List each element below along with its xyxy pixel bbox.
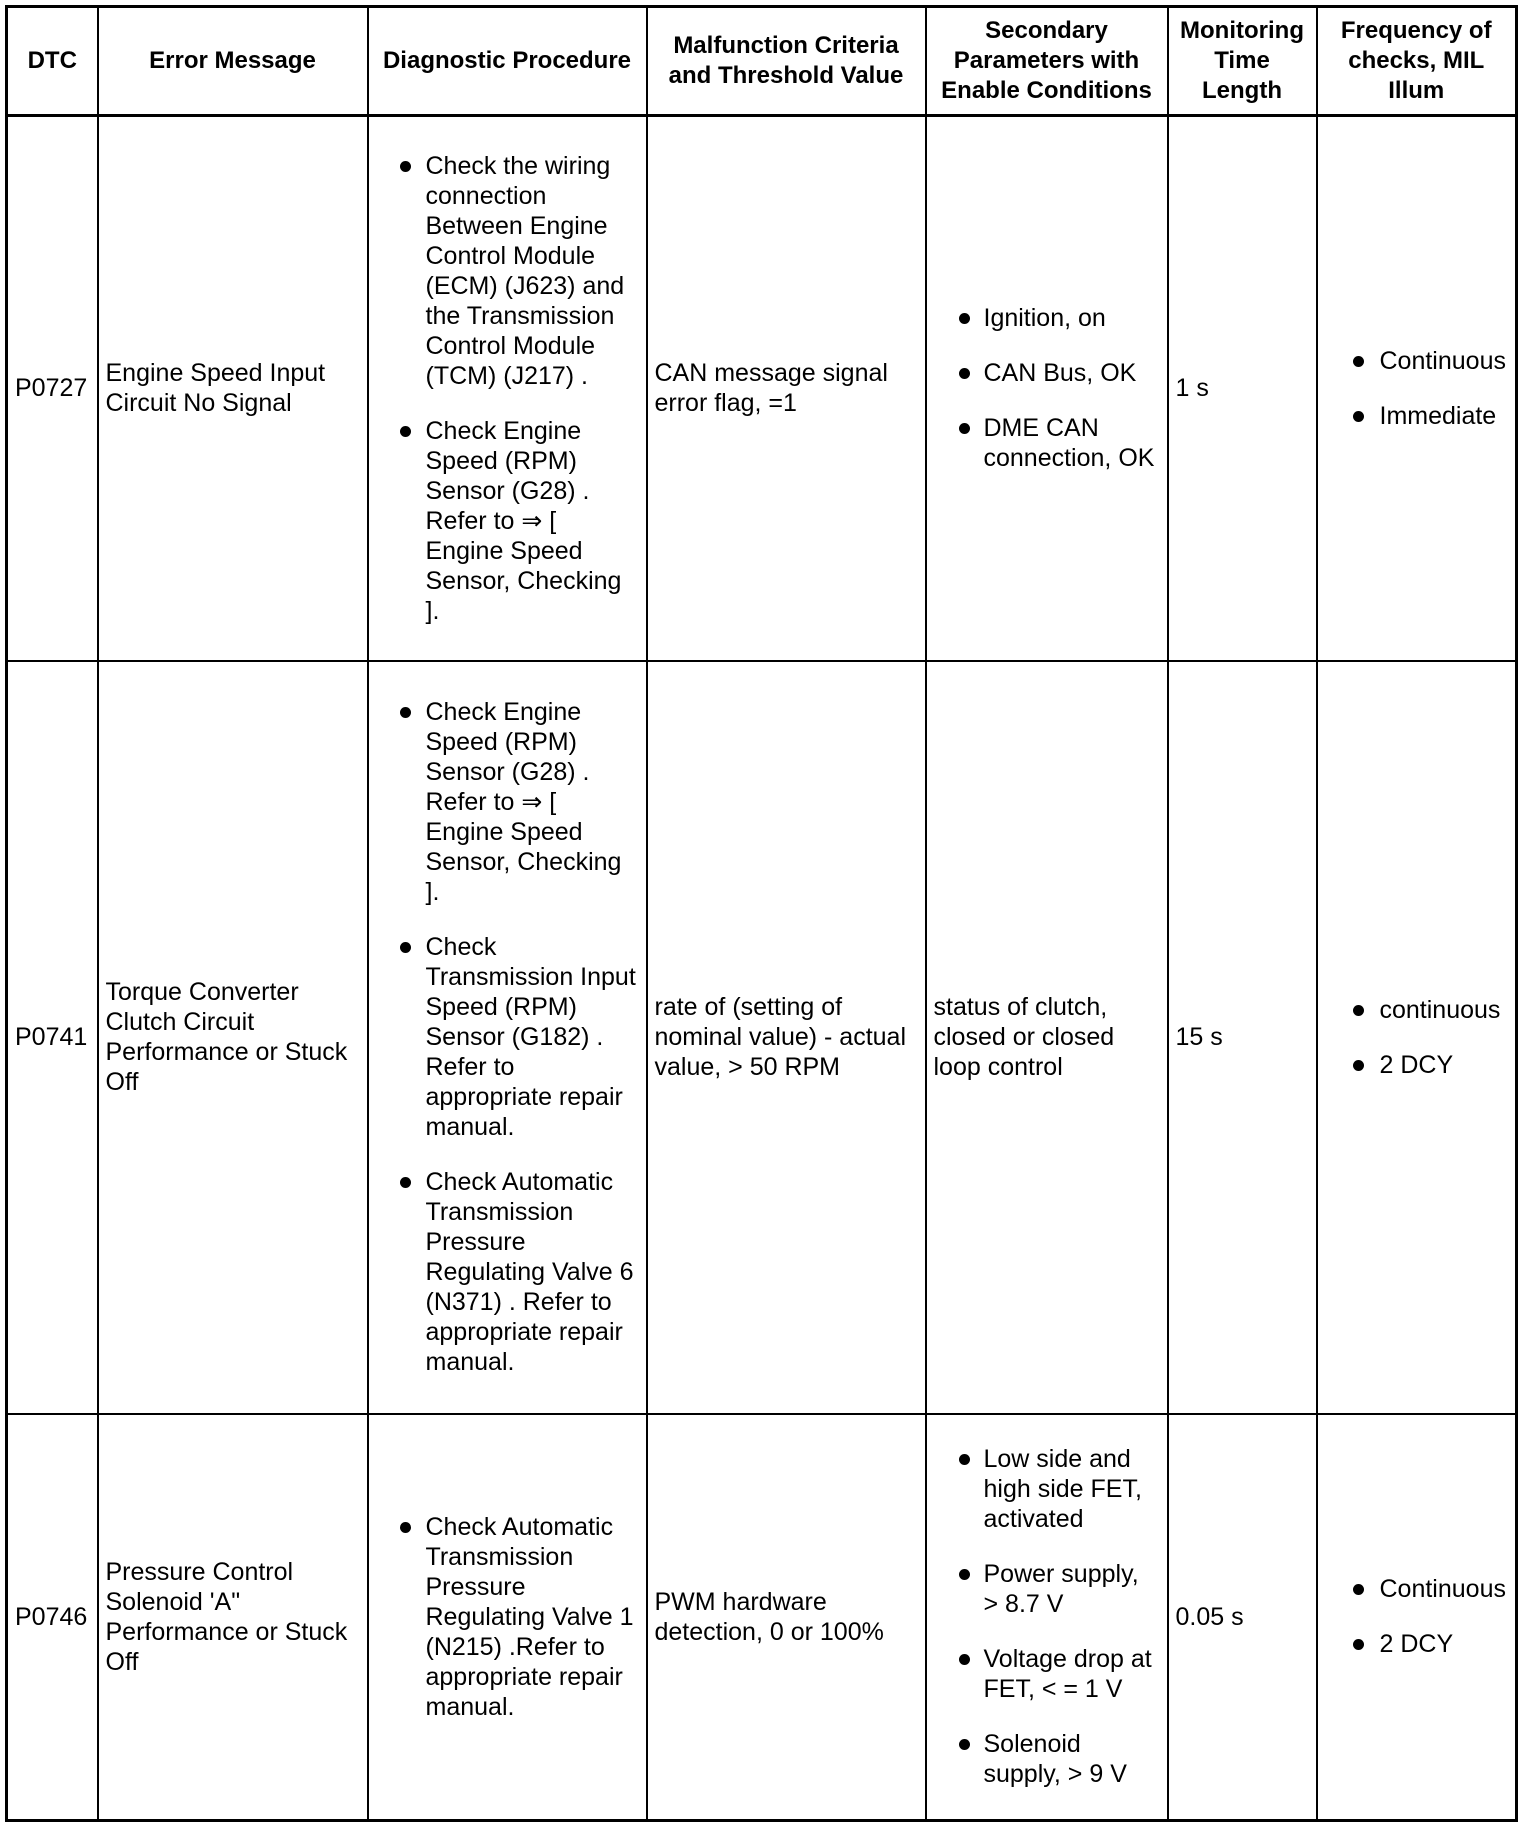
header-malfunction-criteria: Malfunction Criteria and Threshold Value [647,7,926,116]
monitoring-time: 1 s [1168,116,1317,661]
procedure-list [376,697,639,1377]
malfunction-criteria: CAN message signal error flag, =1 [647,116,926,661]
frequency-item: Continuous [1325,346,1509,376]
monitoring-time: 0.05 s [1168,1414,1317,1821]
table-row [7,661,1517,1414]
dtc-code: P0746 [7,1414,98,1821]
secondary-item: Low side and high side FET, activated [934,1444,1160,1534]
secondary-item: DME CAN connection, OK [934,413,1160,473]
header-secondary-parameters: Secondary Parameters with Enable Conditions [926,7,1168,116]
procedure-step: Check Transmission Input Speed (RPM) Sensor (G182) . Refer to appropriate repair manual. [376,932,639,1142]
table-row [7,1414,1517,1821]
monitoring-time: 15 s [1168,661,1317,1414]
header-row [7,7,1517,116]
secondary-parameters [926,116,1168,661]
frequency-item: continuous [1325,995,1509,1025]
dtc-code: P0727 [7,116,98,661]
procedure-step: Check Automatic Transmission Pressure Regulating Valve 1 (N215) .Refer to appropriate repair manual. [376,1512,639,1722]
error-message: Torque Converter Clutch Circuit Performance or Stuck Off [98,661,368,1414]
secondary-list [934,1444,1160,1789]
frequency-list [1325,1574,1509,1659]
secondary-item: Voltage drop at FET, < = 1 V [934,1644,1160,1704]
procedure-step: Check Automatic Transmission Pressure Regulating Valve 6 (N371) . Refer to appropriate repair manual. [376,1167,639,1377]
procedure-list [376,151,639,626]
diagnostic-procedure [368,116,647,661]
frequency-item: Continuous [1325,1574,1509,1604]
header-diagnostic-procedure: Diagnostic Procedure [368,7,647,116]
secondary-list [934,303,1160,473]
frequency [1317,116,1517,661]
procedure-step: Check Engine Speed (RPM) Sensor (G28) . Refer to ⇒ [ Engine Speed Sensor, Checking ]. [376,416,639,626]
secondary-item: Power supply, > 8.7 V [934,1559,1160,1619]
error-message: Pressure Control Solenoid 'A" Performance or Stuck Off [98,1414,368,1821]
frequency-list [1325,995,1509,1080]
secondary-parameters [926,1414,1168,1821]
frequency-list [1325,346,1509,431]
secondary-item: Solenoid supply, > 9 V [934,1729,1160,1789]
header-dtc: DTC [7,7,98,116]
header-monitoring-time: Monitoring Time Length [1168,7,1317,116]
dtc-code: P0741 [7,661,98,1414]
procedure-step: Check Engine Speed (RPM) Sensor (G28) . Refer to ⇒ [ Engine Speed Sensor, Checking ]. [376,697,639,907]
table-row [7,116,1517,661]
frequency [1317,661,1517,1414]
header-error-message: Error Message [98,7,368,116]
error-message: Engine Speed Input Circuit No Signal [98,116,368,661]
frequency-item: 2 DCY [1325,1629,1509,1659]
frequency-item: Immediate [1325,401,1509,431]
diagnostic-procedure [368,1414,647,1821]
diagnostic-procedure [368,661,647,1414]
dtc-table [5,5,1518,1822]
header-frequency: Frequency of checks, MIL Illum [1317,7,1517,116]
frequency [1317,1414,1517,1821]
secondary-item: Ignition, on [934,303,1160,333]
secondary-item: CAN Bus, OK [934,358,1160,388]
secondary-parameters: status of clutch, closed or closed loop control [926,661,1168,1414]
malfunction-criteria: rate of (setting of nominal value) - actual value, > 50 RPM [647,661,926,1414]
malfunction-criteria: PWM hardware detection, 0 or 100% [647,1414,926,1821]
frequency-item: 2 DCY [1325,1050,1509,1080]
procedure-step: Check the wiring connection Between Engine Control Module (ECM) (J623) and the Transmission Control Module (TCM) (J217) . [376,151,639,391]
procedure-list [376,1512,639,1722]
